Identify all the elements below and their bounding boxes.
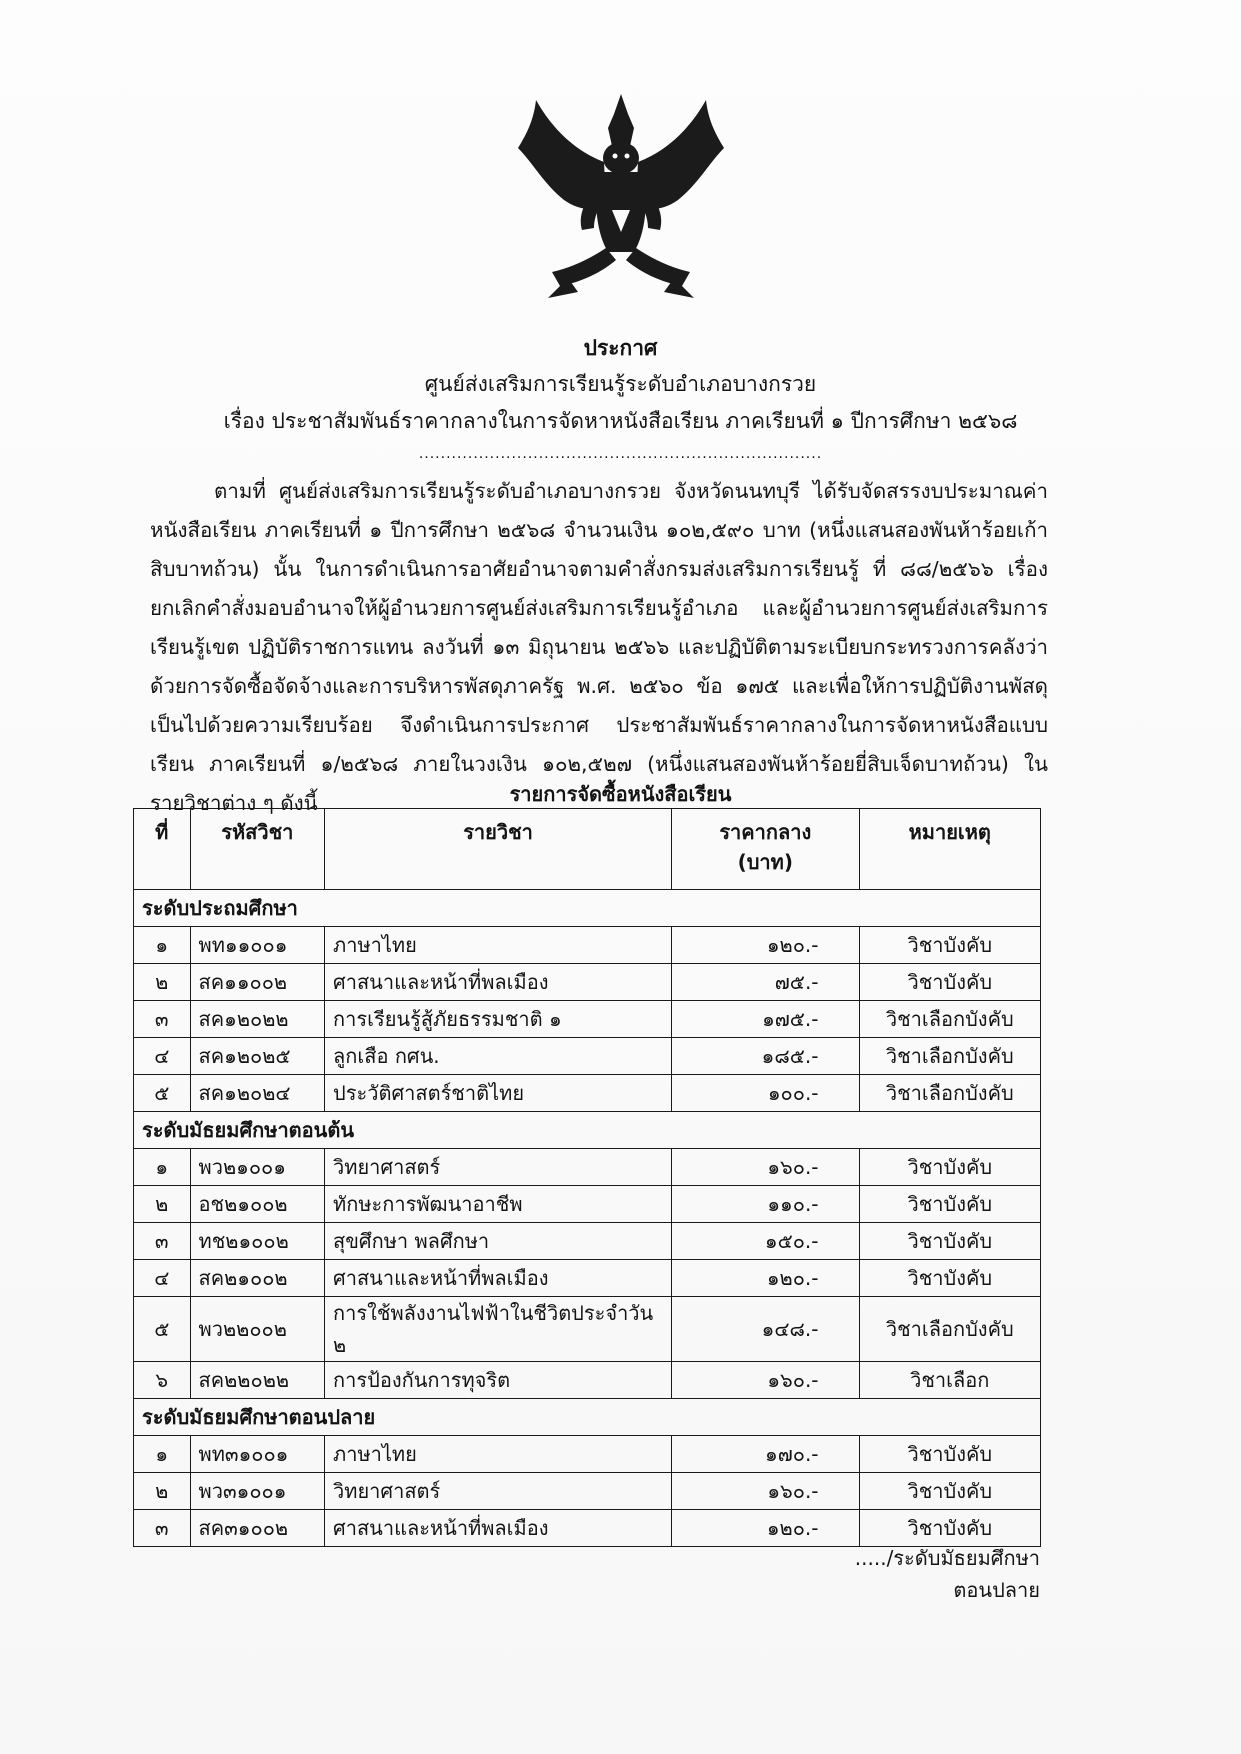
row-name: ภาษาไทย xyxy=(325,1436,672,1473)
row-code: พท๑๑๐๐๑ xyxy=(190,927,325,964)
header-name: รายวิชา xyxy=(325,809,672,890)
row-code: สค๑๒๐๒๕ xyxy=(190,1038,325,1075)
row-price: ๑๔๘.- xyxy=(672,1297,859,1362)
row-no: ๑ xyxy=(134,1149,191,1186)
row-note: วิชาบังคับ xyxy=(859,1473,1040,1510)
table-row xyxy=(134,1149,1041,1186)
row-no: ๖ xyxy=(134,1362,191,1399)
row-code: ทช๒๑๐๐๒ xyxy=(190,1223,325,1260)
row-no: ๒ xyxy=(134,1186,191,1223)
row-note: วิชาบังคับ xyxy=(859,964,1040,1001)
section-row xyxy=(134,1399,1041,1436)
section-title: ระดับมัธยมศึกษาตอนต้น xyxy=(134,1112,1041,1149)
header-note: หมายเหตุ xyxy=(859,809,1040,890)
row-code: พว๓๑๐๐๑ xyxy=(190,1473,325,1510)
row-name: การป้องกันการทุจริต xyxy=(325,1362,672,1399)
row-price: ๑๐๐.- xyxy=(672,1075,859,1112)
table-row xyxy=(134,964,1041,1001)
section-title: ระดับมัธยมศึกษาตอนปลาย xyxy=(134,1399,1041,1436)
row-name: ศาสนาและหน้าที่พลเมือง xyxy=(325,1510,672,1547)
row-no: ๒ xyxy=(134,964,191,1001)
row-price: ๑๒๐.- xyxy=(672,1260,859,1297)
announcement-body: ตามที่ ศูนย์ส่งเสริมการเรียนรู้ระดับอำเภอบางกรวย จังหวัดนนทบุรี ได้รับจัดสรรงบประมาณค่าหนังสือเรียน ภาคเรียนที่ ๑ ปีการศึกษา ๒๕๖๘ จำนวนเงิน ๑๐๒,๕๙๐ บาท (หนึ่งแสนสองพันห้าร้อยเก้าสิบบาทถ้วน) นั้น ในการดำเนินการอาศัยอำนาจตามคำสั่งกรมส่งเสริมการเรียนรู้ ที่ ๘๘/๒๕๖๖ เรื่องยกเลิกคำสั่งมอบอำนาจให้ผู้อำนวยการศูนย์ส่งเสริมการเรียนรู้อำเภอ และผู้อำนวยการศูนย์ส่งเสริมการเรียนรู้เขต ปฏิบัติราชการแทน ลงวันที่ ๑๓ มิถุนายน ๒๕๖๖ และปฏิบัติตามระเบียบกระทรวงการคลังว่าด้วยการจัดซื้อจัดจ้างและการบริหารพัสดุภาครัฐ พ.ศ. ๒๕๖๐ ข้อ ๑๗๕ และเพื่อให้การปฏิบัติงานพัสดุเป็นไปด้วยความเรียบร้อย จึงดำเนินการประกาศ ประชาสัมพันธ์ราคากลางในการจัดหาหนังสือแบบเรียน ภาคเรียนที่ ๑/๒๕๖๘ ภายในวงเงิน ๑๐๒,๕๒๗ (หนึ่งแสนสองพันห้าร้อยยี่สิบเจ็ดบาทถ้วน) ในรายวิชาต่าง ๆ ดังนี้ xyxy=(150,479,1048,815)
row-code: สค๓๑๐๐๒ xyxy=(190,1510,325,1547)
announcement-title: ประกาศ xyxy=(583,336,658,360)
row-code: สค๑๒๐๒๒ xyxy=(190,1001,325,1038)
table-row xyxy=(134,927,1041,964)
row-name: วิทยาศาสตร์ xyxy=(325,1149,672,1186)
row-no: ๓ xyxy=(134,1001,191,1038)
row-note: วิชาบังคับ xyxy=(859,1260,1040,1297)
row-code: พว๒๒๐๐๒ xyxy=(190,1297,325,1362)
header-price-label: ราคากลาง xyxy=(719,820,812,844)
announcement-subject: เรื่อง ประชาสัมพันธ์ราคากลางในการจัดหาหนังสือเรียน ภาคเรียนที่ ๑ ปีการศึกษา ๒๕๖๘ xyxy=(223,409,1018,433)
row-note: วิชาบังคับ xyxy=(859,1186,1040,1223)
row-code: พว๒๑๐๐๑ xyxy=(190,1149,325,1186)
table-row xyxy=(134,1038,1041,1075)
textbook-price-table xyxy=(133,808,1041,1547)
row-code: สค๑๑๐๐๒ xyxy=(190,964,325,1001)
table-header-row xyxy=(134,809,1041,890)
table-row xyxy=(134,1473,1041,1510)
table-row xyxy=(134,1260,1041,1297)
row-no: ๔ xyxy=(134,1038,191,1075)
section-row xyxy=(134,1112,1041,1149)
table-row xyxy=(134,1223,1041,1260)
table-row xyxy=(134,1436,1041,1473)
header-price-unit: (บาท) xyxy=(737,850,793,874)
row-price: ๑๗๕.- xyxy=(672,1001,859,1038)
row-price: ๑๖๐.- xyxy=(672,1473,859,1510)
continuation-note: ...../ระดับมัธยมศึกษาตอนปลาย xyxy=(854,1546,1040,1602)
section-title: ระดับประถมศึกษา xyxy=(134,890,1041,927)
table-row xyxy=(134,1362,1041,1399)
section-row xyxy=(134,890,1041,927)
row-price: ๑๒๐.- xyxy=(672,1510,859,1547)
row-name: ประวัติศาสตร์ชาติไทย xyxy=(325,1075,672,1112)
row-price: ๑๑๐.- xyxy=(672,1186,859,1223)
header-code: รหัสวิชา xyxy=(190,809,325,890)
row-note: วิชาบังคับ xyxy=(859,1149,1040,1186)
row-price: ๑๕๐.- xyxy=(672,1223,859,1260)
row-name: การใช้พลังงานไฟฟ้าในชีวิตประจำวัน ๒ xyxy=(325,1297,672,1362)
row-name: สุขศึกษา พลศึกษา xyxy=(325,1223,672,1260)
garuda-emblem-icon xyxy=(508,92,734,302)
row-price: ๑๗๐.- xyxy=(672,1436,859,1473)
row-no: ๓ xyxy=(134,1510,191,1547)
row-note: วิชาบังคับ xyxy=(859,1436,1040,1473)
header-price xyxy=(672,809,859,890)
row-code: สค๑๒๐๒๔ xyxy=(190,1075,325,1112)
row-no: ๕ xyxy=(134,1075,191,1112)
row-price: ๑๖๐.- xyxy=(672,1362,859,1399)
row-code: สค๒๑๐๐๒ xyxy=(190,1260,325,1297)
row-price: ๑๖๐.- xyxy=(672,1149,859,1186)
row-name: ภาษาไทย xyxy=(325,927,672,964)
row-price: ๑๘๕.- xyxy=(672,1038,859,1075)
table-row xyxy=(134,1510,1041,1547)
separator-line: .......................................................................... xyxy=(418,446,823,462)
row-price: ๗๕.- xyxy=(672,964,859,1001)
header-no: ที่ xyxy=(134,809,191,890)
table-row xyxy=(134,1075,1041,1112)
row-no: ๑ xyxy=(134,1436,191,1473)
organization-name: ศูนย์ส่งเสริมการเรียนรู้ระดับอำเภอบางกรวย xyxy=(424,372,817,396)
row-name: ทักษะการพัฒนาอาชีพ xyxy=(325,1186,672,1223)
row-code: สค๒๒๐๒๒ xyxy=(190,1362,325,1399)
row-note: วิชาเลือกบังคับ xyxy=(859,1075,1040,1112)
row-no: ๑ xyxy=(134,927,191,964)
row-note: วิชาบังคับ xyxy=(859,1510,1040,1547)
row-name: ลูกเสือ กศน. xyxy=(325,1038,672,1075)
row-price: ๑๒๐.- xyxy=(672,927,859,964)
row-name: วิทยาศาสตร์ xyxy=(325,1473,672,1510)
row-note: วิชาบังคับ xyxy=(859,1223,1040,1260)
table-caption: รายการจัดซื้อหนังสือเรียน xyxy=(509,782,732,806)
row-note: วิชาเลือกบังคับ xyxy=(859,1297,1040,1362)
row-no: ๔ xyxy=(134,1260,191,1297)
row-code: อช๒๑๐๐๒ xyxy=(190,1186,325,1223)
row-no: ๕ xyxy=(134,1297,191,1362)
row-name: ศาสนาและหน้าที่พลเมือง xyxy=(325,1260,672,1297)
row-no: ๒ xyxy=(134,1473,191,1510)
row-note: วิชาบังคับ xyxy=(859,927,1040,964)
table-row xyxy=(134,1186,1041,1223)
table-row xyxy=(134,1297,1041,1362)
row-note: วิชาเลือกบังคับ xyxy=(859,1038,1040,1075)
row-note: วิชาเลือก xyxy=(859,1362,1040,1399)
row-code: พท๓๑๐๐๑ xyxy=(190,1436,325,1473)
row-no: ๓ xyxy=(134,1223,191,1260)
row-name: ศาสนาและหน้าที่พลเมือง xyxy=(325,964,672,1001)
table-row xyxy=(134,1001,1041,1038)
row-note: วิชาเลือกบังคับ xyxy=(859,1001,1040,1038)
row-name: การเรียนรู้สู้ภัยธรรมชาติ ๑ xyxy=(325,1001,672,1038)
